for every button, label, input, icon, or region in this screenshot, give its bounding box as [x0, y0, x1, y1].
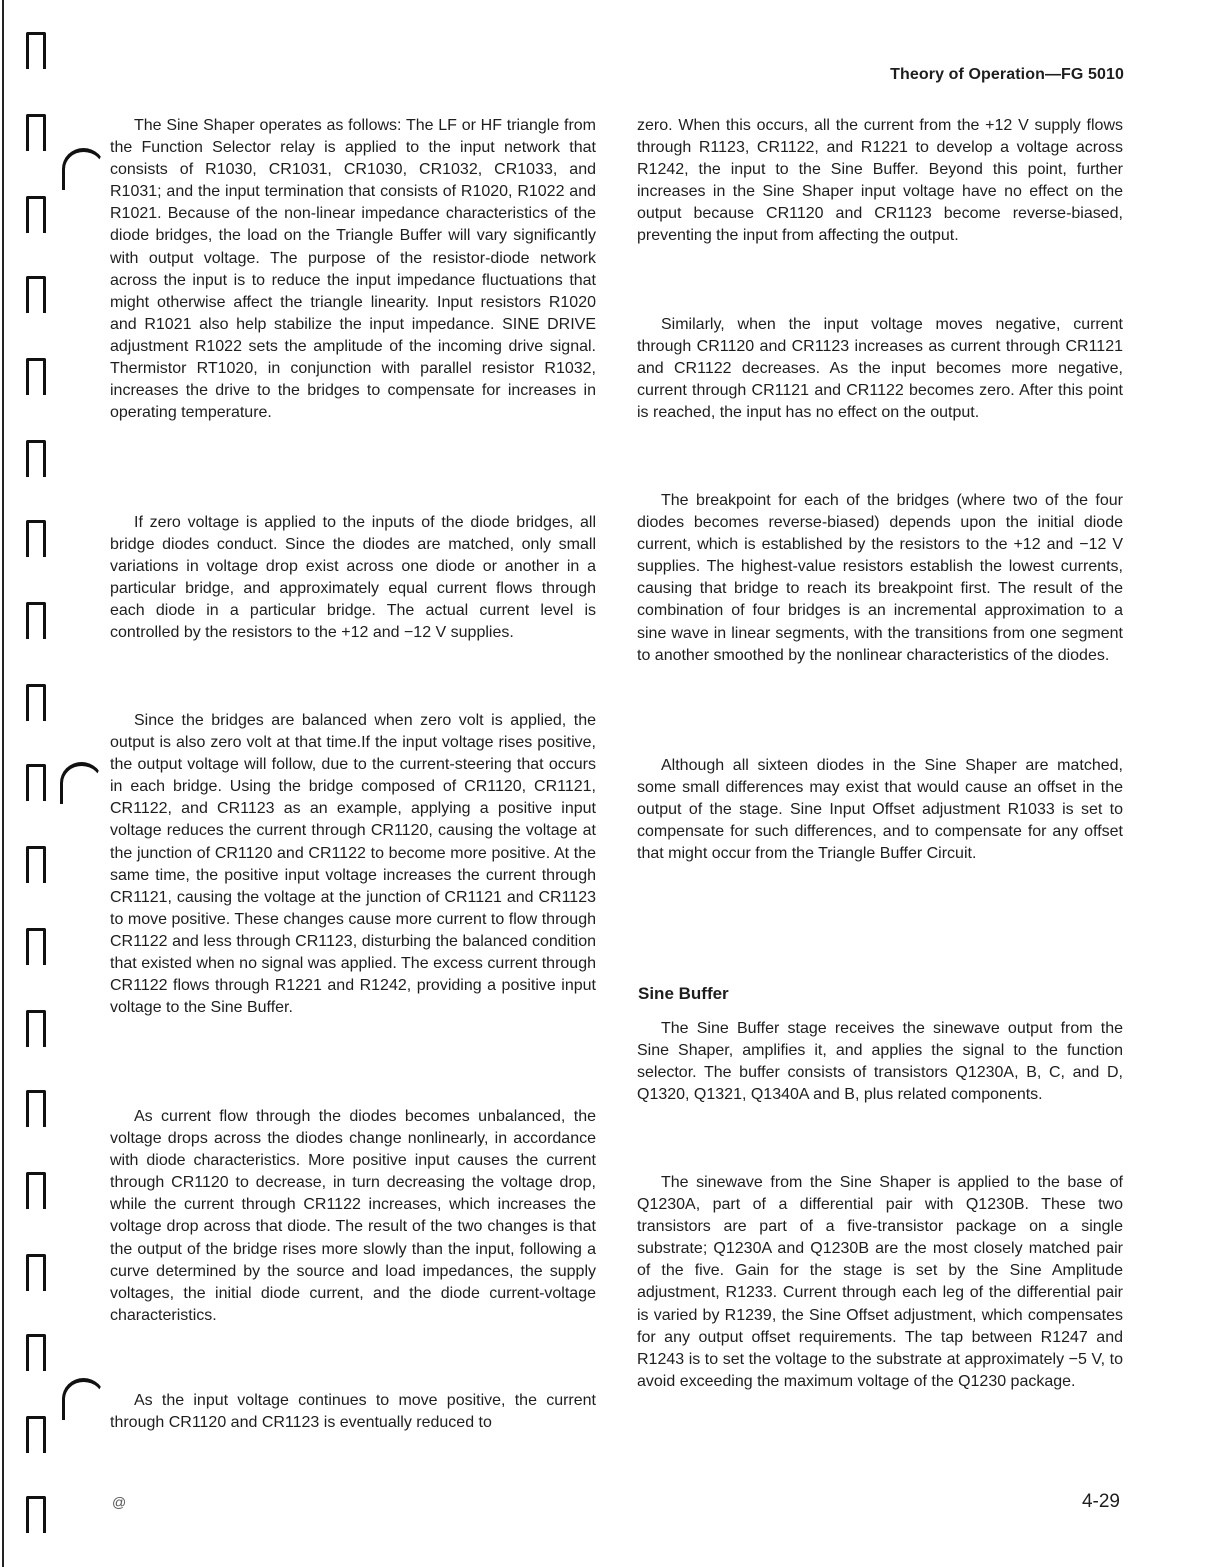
left-paragraph-2: If zero voltage is applied to the inputs of the diode bridges, all bridge diodes conduct. Since the diodes are matched, only small variations in voltage drop exist across one diode or another in a particular bridge, and approximately equal current flows through each diode in a particular bridge. The actual current level is controlled by the resistors to the +12 and −12 V supplies. [110, 514, 596, 642]
right-paragraph-4: Although all sixteen diodes in the Sine Shaper are matched, some small differences may exist that would cause an offset in the output of the stage. Sine Input Offset adjustment R1033 is set to compensate for such differences, and to compensate for any offset that might occur from the Triangle Buffer Circuit. [637, 757, 1123, 863]
binder-hole [26, 1334, 46, 1371]
binder-hole [26, 276, 46, 313]
punch-arc-mark [60, 762, 103, 804]
binder-hole [26, 1416, 46, 1453]
binder-hole [26, 1090, 46, 1127]
binder-hole [26, 440, 46, 477]
binder-hole [26, 928, 46, 965]
section-heading-sine-buffer: Sine Buffer [638, 984, 729, 1003]
left-paragraph-4: As current flow through the diodes becomes unbalanced, the voltage drops across the diodes change nonlinearly, in accordance with diode characteristics. More positive input causes the current through CR1120 to decrease, in turn decreasing the voltage drop, while the current through CR1122 increases, which increases the voltage drop across that diode. The result of the two changes is that the output of the bridge rises more slowly than the input, following a curve determined by the source and load impedances, the supply voltages, the initial diode current, and the diode current-voltage characteristics. [110, 1108, 596, 1324]
left-paragraph-1: The Sine Shaper operates as follows: The LF or HF triangle from the Function Selector relay is applied to the input network that consists of R1030, CR1031, CR1030, CR1032, CR1033, and R1031; and the input termination that consists of R1020, R1022 and R1021. Because of the non-linear impedance characteristics of the diode bridges, the load on the Triangle Buffer will vary significantly with output voltage. The purpose of the resistor-diode network across the input is to reduce the input impedance fluctuations that might otherwise affect the triangle linearity. Input resistors R1020 and R1021 also help stabilize the input impedance. SINE DRIVE adjustment R1022 sets the amplitude of the incoming drive signal. Thermistor RT1020, in conjunction with parallel resistor R1032, increases the drive to the bridges to compensate for increases in operating temperature. [110, 117, 596, 422]
binder-hole [26, 1496, 46, 1533]
binder-hole [26, 1172, 46, 1209]
binder-hole-marks [0, 0, 110, 1567]
binder-hole [26, 1254, 46, 1291]
sine-buffer-paragraph-2: The sinewave from the Sine Shaper is applied to the base of Q1230A, part of a differential pair with Q1230B. These two transistors are part of a five-transistor package on a single substrate; Q1230A and Q1230B are the most closely matched pair of the five. Gain for the stage is set by the Sine Amplitude adjustment, R1233. Current through each leg of the differential pair is varied by R1239, the Sine Offset adjustment, which compensates for any output offset requirements. The tap between R1247 and R1243 is to set the voltage to the substrate at approximately −5 V, to avoid exceeding the maximum voltage of the Q1230 package. [637, 1174, 1123, 1390]
right-paragraph-1: zero. When this occurs, all the current from the +12 V supply flows through R1123, CR1122, and R1221 to develop a voltage across R1242, the input to the Sine Buffer. Beyond this point, further increases in the Sine Shaper input voltage have no effect on the output because CR1120 and CR1123 become reverse-biased, preventing the input from affecting the output. [637, 117, 1123, 245]
binder-hole [26, 196, 46, 233]
left-paragraph-5: As the input voltage continues to move positive, the current through CR1120 and CR1123 is eventually reduced to [110, 1392, 596, 1432]
footer-mark: @ [112, 1494, 127, 1510]
binder-hole [26, 114, 46, 151]
binder-hole [26, 764, 46, 801]
punch-arc-mark [62, 1378, 105, 1420]
binder-hole [26, 32, 46, 69]
right-paragraph-2: Similarly, when the input voltage moves negative, current through CR1120 and CR1123 increases as current through CR1121 and CR1122 decreases. As the input becomes more negative, current through CR1121 and CR1122 becomes zero. After this point is reached, the input has no effect on the output. [637, 316, 1123, 422]
binder-hole [26, 602, 46, 639]
page-number: 4-29 [1081, 1491, 1120, 1512]
page-edge-line [2, 0, 4, 1567]
right-paragraph-3: The breakpoint for each of the bridges (where two of the four diodes becomes reverse-biased) depends upon the initial diode current, which is established by the resistors to the +12 and −12 V supplies. The highest-value resistors establish the lowest currents, causing that bridge to reach its breakpoint first. The result of the combination of four bridges is an incremental approximation to a sine wave in linear segments, with the transitions from one segment to another smoothed by the nonlinear characteristics of the diodes. [637, 492, 1123, 664]
running-header: Theory of Operation—FG 5010 [890, 66, 1124, 83]
binder-hole [26, 1010, 46, 1047]
punch-arc-mark [62, 148, 105, 190]
binder-hole [26, 684, 46, 721]
binder-hole [26, 846, 46, 883]
binder-hole [26, 520, 46, 557]
left-paragraph-3: Since the bridges are balanced when zero volt is applied, the output is also zero volt at that time.If the input voltage rises positive, the output voltage will follow, due to the current-steering that occurs in each bridge. Using the bridge composed of CR1120, CR1121, CR1122, and CR1123 as an example, applying a positive input voltage reduces the current through CR1120, causing the voltage at the junction of CR1120 and CR1122 to become more positive. At the same time, the positive input voltage increases the current through CR1121, causing the voltage at the junction of CR1121 and CR1123 to move positive. These changes cause more current to flow through CR1122 and less through CR1123, disturbing the balanced condition that existed when no signal was applied. The excess current through CR1122 flows through R1221 and R1242, providing a positive input voltage to the Sine Buffer. [110, 712, 596, 1017]
sine-buffer-paragraph-1: The Sine Buffer stage receives the sinewave output from the Sine Shaper, amplifies it, and applies the signal to the function selector. The buffer consists of transistors Q1230A, B, C, and D, Q1320, Q1321, Q1340A and B, plus related components. [637, 1020, 1123, 1104]
binder-hole [26, 358, 46, 395]
